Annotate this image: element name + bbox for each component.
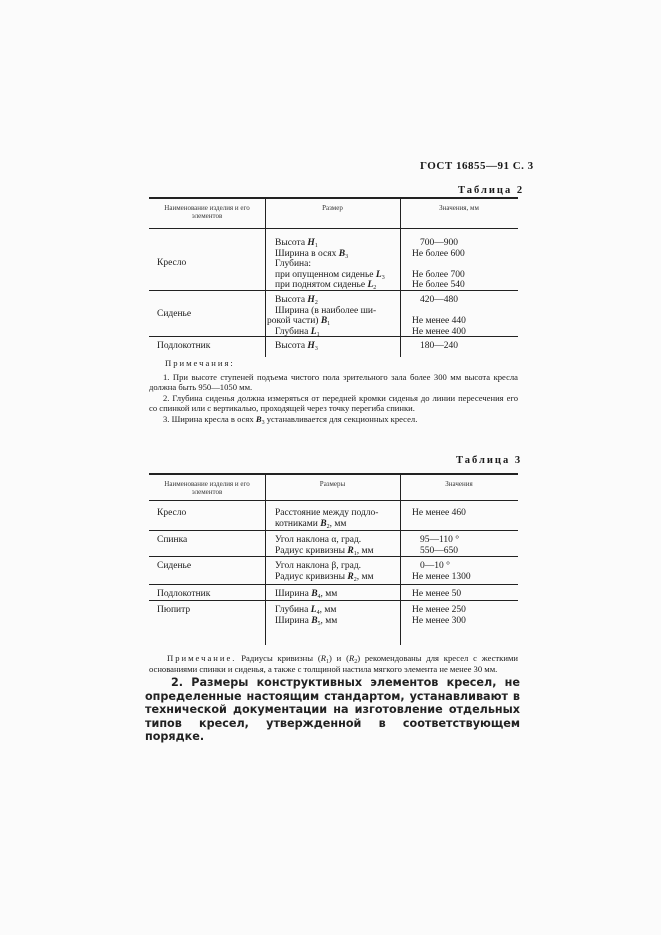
- row-rule: [149, 336, 518, 337]
- size-variable: B: [311, 616, 318, 626]
- header-rule: [149, 500, 518, 501]
- value: 180—240: [420, 341, 458, 351]
- notes2: [149, 358, 518, 424]
- size-text: Ширина в осях: [275, 248, 339, 259]
- row-rule: [149, 290, 518, 291]
- note3: Примечание. Радиусы кривизны $(R_1)$ и $(R_2)$ рекомендованы для кресел с жесткими основаниями спинки и сиденья, а также с толщиной настила мягкого элемента не менее 30 мм.: [149, 653, 518, 674]
- size-subscript: 1: [316, 331, 320, 338]
- size-subscript: 2: [373, 285, 377, 291]
- size-line: [275, 572, 374, 582]
- size-line: [275, 535, 361, 545]
- row-rule: [149, 556, 518, 557]
- size-text: при опущенном сиденье: [275, 269, 376, 280]
- size-text: Высота: [275, 295, 308, 305]
- size-variable: L: [367, 280, 374, 290]
- size-subscript: 5: [317, 621, 321, 627]
- size-variable: B: [338, 248, 346, 259]
- size-unit: , мм: [356, 546, 374, 556]
- value: Не менее 400: [412, 326, 466, 337]
- size-text: при поднятом сиденье: [275, 280, 368, 290]
- size-text: Ширина (в наиболее ши-: [275, 305, 377, 316]
- size-text: Высота: [275, 238, 308, 248]
- size-unit: , мм: [329, 519, 347, 529]
- size-line: [275, 561, 361, 571]
- size-variable: H: [307, 295, 315, 305]
- size-line: [275, 295, 318, 305]
- size-text: Ширина: [275, 589, 312, 599]
- size-variable: R: [347, 572, 354, 582]
- size-text: Радиус кривизны: [275, 546, 348, 556]
- size-subscript: 2: [326, 524, 330, 530]
- value: Не менее 460: [412, 508, 466, 518]
- row-rule: [149, 584, 518, 585]
- note2-item-3: 3. Ширина кресла в осях $B_3$ устанавливается для секционных кресел.: [163, 413, 418, 426]
- size-subscript: 4: [317, 594, 321, 600]
- size-subscript: 1: [327, 321, 331, 327]
- size-line: [275, 508, 378, 518]
- size-subscript: 4: [316, 610, 320, 616]
- size-variable: B: [320, 519, 327, 529]
- table-top-rule: [149, 473, 518, 475]
- size-line: [275, 306, 376, 316]
- column-header: Размеры: [319, 480, 346, 488]
- size-text: Глубина:: [275, 259, 312, 269]
- size-subscript: 3: [345, 253, 349, 260]
- row-name: Пюпитр: [157, 605, 191, 615]
- size-unit: , мм: [356, 572, 374, 582]
- size-line: [275, 238, 318, 248]
- row-rule: [149, 530, 518, 531]
- column-divider: [265, 473, 266, 645]
- value: Не менее 440: [412, 316, 466, 326]
- notes2-title: [149, 358, 518, 369]
- size-line: [275, 616, 337, 626]
- table3-caption: Таблица 3: [456, 455, 523, 466]
- size-variable: B: [311, 589, 318, 599]
- column-header: Размер: [322, 204, 343, 212]
- size-subscript: 1: [314, 243, 318, 249]
- size-text: Расстояние между подло-: [275, 508, 379, 518]
- page-header: ГОСТ 16855—91 С. 3: [420, 160, 534, 172]
- row-name: Сиденье: [157, 309, 192, 319]
- size-text: рокой части): [267, 316, 321, 326]
- notes3-block: [145, 653, 520, 744]
- size-subscript: 3: [314, 346, 318, 352]
- size-text: Радиус кривизны: [275, 572, 348, 582]
- value: 95—110 °: [420, 535, 460, 545]
- column-divider: [400, 197, 401, 357]
- size-subscript: 2: [353, 577, 357, 583]
- column-header: Значения, мм: [439, 204, 479, 212]
- column-header: Значения: [445, 480, 473, 488]
- row-rule: [149, 600, 518, 601]
- note2-item-2: 2. Глубина сиденья должна измеряться от передней кромки сиденья до линии пересечения его со спинкой или с вертикалью, проходящей через точку перегиба спинки.: [149, 392, 518, 413]
- size-variable: L: [310, 326, 317, 337]
- value: Не более 600: [412, 248, 465, 259]
- size-line: [275, 327, 320, 337]
- size-subscript: 3: [381, 274, 385, 281]
- row-name: Кресло: [157, 258, 187, 268]
- size-text: Угол наклона α, град.: [275, 535, 362, 545]
- column-header: Наименование изделия и его элементов: [164, 204, 250, 220]
- row-name: Спинка: [157, 535, 188, 545]
- column-header: Наименование изделия и его элементов: [164, 480, 250, 496]
- size-variable: H: [307, 341, 315, 351]
- paragraph-2: 2. Размеры конструктивных элементов кресел, не определенные настоящим стандартом, устанавливают в технической документации на изготовление отдельных типов кресел, утвержденной в соответствующем порядке.: [145, 676, 520, 743]
- size-line: [275, 280, 376, 290]
- value: 550—650: [420, 546, 458, 556]
- column-divider: [400, 473, 401, 645]
- size-text: котниками: [275, 519, 321, 529]
- table2-caption: Таблица 2: [458, 185, 525, 196]
- note3-title: Примечание.: [167, 653, 237, 663]
- size-text: Глубина: [275, 605, 311, 615]
- size-unit: , мм: [320, 616, 338, 626]
- value: Не более 540: [412, 280, 465, 290]
- size-variable: L: [375, 269, 382, 280]
- column-divider: [265, 197, 266, 357]
- row-name: Кресло: [157, 508, 187, 518]
- size-line: [275, 249, 348, 259]
- size-line: [275, 605, 336, 615]
- value: 420—480: [420, 295, 458, 305]
- size-unit: , мм: [319, 605, 337, 615]
- size-line: [275, 519, 346, 529]
- value: 700—900: [420, 238, 458, 248]
- value: Не более 700: [412, 269, 465, 280]
- row-name: Сиденье: [157, 561, 192, 571]
- size-unit: , мм: [320, 589, 338, 599]
- size-text: Угол наклона β, град.: [275, 561, 362, 571]
- notes2-title-text: Примечания:: [165, 358, 235, 368]
- header-rule: [149, 228, 518, 229]
- size-text: Высота: [275, 341, 308, 351]
- value: Не менее 250: [412, 605, 466, 615]
- value: Не менее 50: [412, 589, 462, 599]
- note2-item-1: 1. При высоте ступеней подъема чистого пола зрительного зала более 300 мм высота кресла должна быть 950—1050 мм.: [149, 371, 518, 392]
- size-variable: L: [310, 605, 317, 615]
- size-variable: H: [307, 238, 315, 248]
- size-line: [275, 341, 318, 351]
- table-top-rule: [149, 197, 518, 199]
- size-line: [275, 270, 385, 280]
- size-subscript: 2: [314, 300, 318, 306]
- value: Не менее 300: [412, 616, 466, 626]
- value: Не менее 1300: [412, 572, 471, 582]
- size-line: [275, 589, 337, 599]
- size-line: [275, 259, 311, 269]
- size-line: [267, 316, 330, 326]
- size-line: [275, 546, 374, 556]
- size-subscript: 1: [353, 551, 357, 557]
- value: 0—10 °: [420, 561, 450, 571]
- size-variable: R: [347, 546, 354, 556]
- size-text: Глубина: [275, 326, 311, 337]
- row-name: Подлокотник: [157, 341, 211, 351]
- size-text: Ширина: [275, 616, 312, 626]
- row-name: Подлокотник: [157, 589, 211, 599]
- size-variable: B: [320, 316, 328, 326]
